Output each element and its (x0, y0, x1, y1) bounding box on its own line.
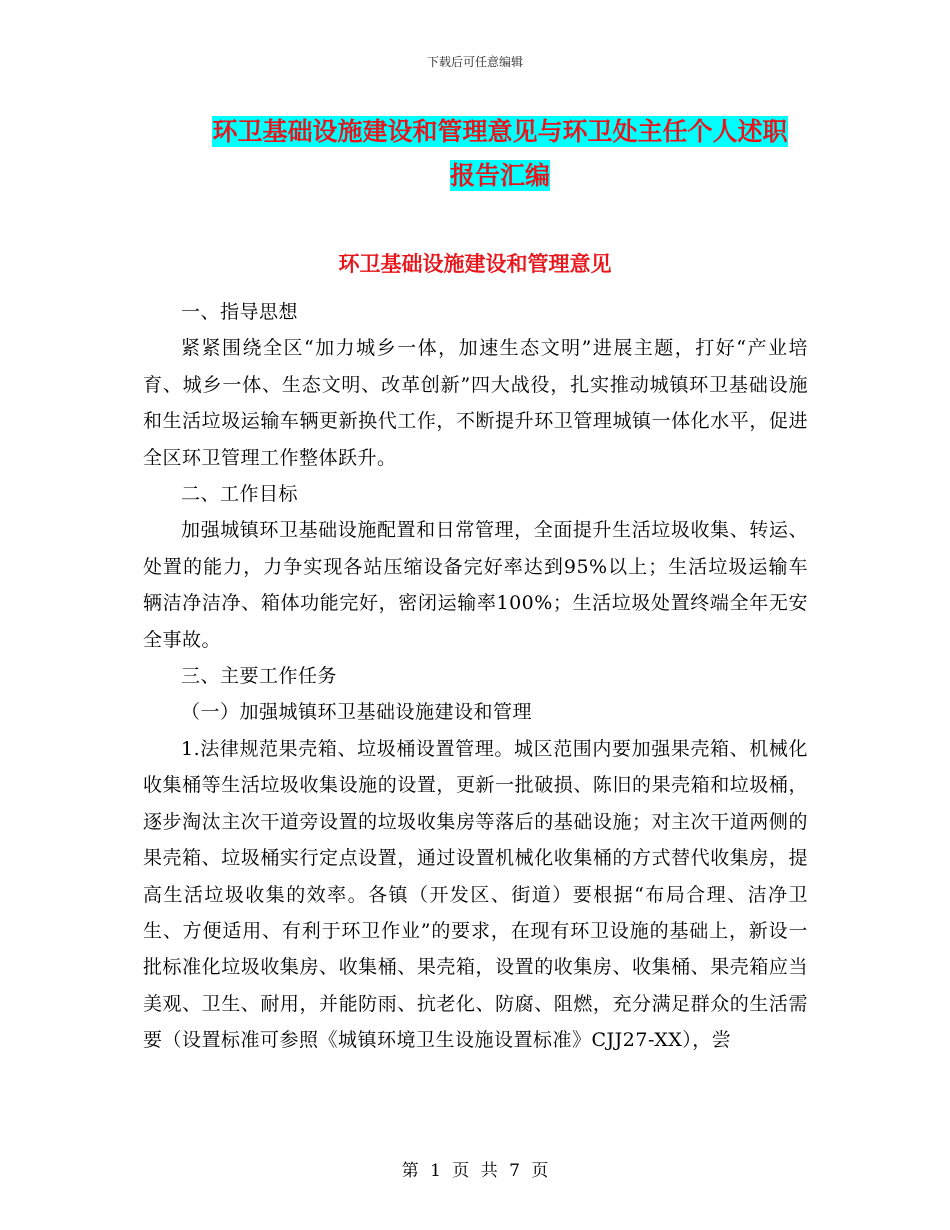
document-body (143, 294, 808, 1059)
document-title (150, 110, 850, 198)
document-title-line-1: 环卫基础设施建设和管理意见与环卫处主任个人述职 (212, 117, 788, 146)
heading-main-tasks: 三、主要工作任务 (181, 665, 338, 688)
page-header-note: 下载后可任意编辑 (426, 55, 523, 69)
page-footer: 第 1 页 共 7 页 (401, 1161, 549, 1181)
heading-work-goals: 二、工作目标 (181, 483, 299, 506)
paragraph-guiding-ideology: 紧紧围绕全区“加力城乡一体，加速生态文明”进展主题，打好“产业培育、城乡一体、生态文明、改革创新”四大战役，扎实推动城镇环卫基础设施和生活垃圾运输车辆更新换代工作，不断提升环卫管理城镇一体化水平，促进全区环卫管理工作整体跃升。 (143, 337, 808, 469)
paragraph-bin-management: 1.法律规范果壳箱、垃圾桶设置管理。城区范围内要加强果壳箱、机械化收集桶等生活垃圾收集设施的设置，更新一批破损、陈旧的果壳箱和垃圾桶，逐步淘汰主次干道旁设置的垃圾收集房等落后的基础设施；对主次干道两侧的果壳箱、垃圾桶实行定点设置，通过设置机械化收集桶的方式替代收集房，提高生活垃圾收集的效率。各镇（开发区、街道）要根据“布局合理、洁净卫生、方便适用、有利于环卫作业”的要求，在现有环卫设施的基础上，新设一批标准化垃圾收集房、收集桶、果壳箱，设置的收集房、收集桶、果壳箱应当美观、卫生、耐用，并能防雨、抗老化、防腐、阻燃，充分满足群众的生活需要（设置标准可参照《城镇环境卫生设施设置标准》CJJ27-XX），尝 (143, 737, 808, 1052)
document-title-line-2: 报告汇编 (449, 161, 550, 190)
paragraph-work-goals: 加强城镇环卫基础设施配置和日常管理，全面提升生活垃圾收集、转运、处置的能力，力争实现各站压缩设备完好率达到95%以上；生活垃圾运输车辆洁净洁净、箱体功能完好，密闭运输率100%；生活垃圾处置终端全年无安全事故。 (143, 519, 808, 651)
section-title: 环卫基础设施建设和管理意见 (338, 252, 612, 276)
subheading-infrastructure: （一）加强城镇环卫基础设施建设和管理 (181, 701, 533, 724)
heading-guiding-ideology: 一、指导思想 (181, 301, 299, 323)
